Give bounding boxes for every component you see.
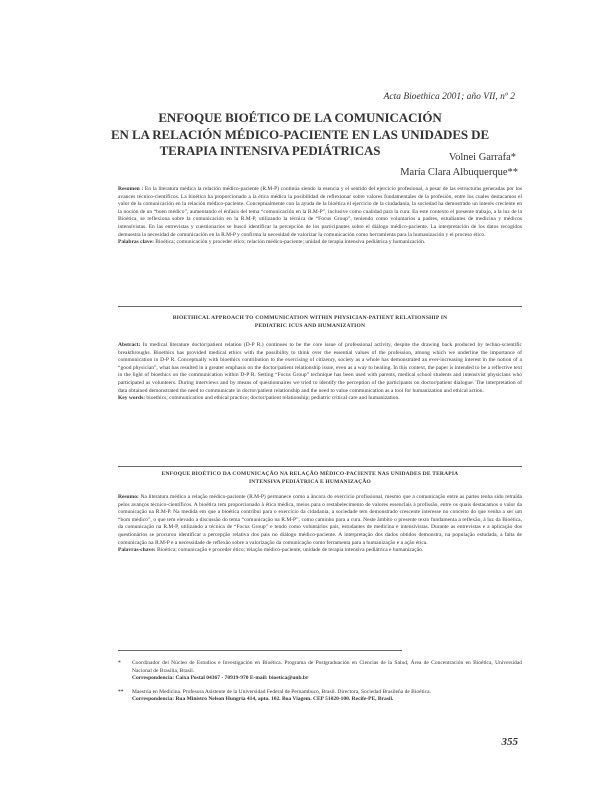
heading-line: PEDIATRIC ICUS AND HUMANIZATION bbox=[254, 323, 366, 330]
abstract-lead: Resumen : bbox=[118, 186, 144, 192]
author-list bbox=[400, 150, 518, 180]
footnote-mark: * bbox=[118, 660, 121, 666]
english-abstract bbox=[118, 342, 522, 403]
heading-line: INTENSIVA PEDIÁTRICA E HUMANIZAÇÃO bbox=[248, 479, 372, 486]
abstract-lead: Abstract: bbox=[118, 342, 141, 348]
author-name: Volnei Garrafa* bbox=[448, 152, 516, 163]
abstract-text: En la literatura médica la relación médico-paciente (R.M-P) continúa siendo la esencia y el sentido del ejercicio profesional, a pesar de las estructuras generadas por los avances técnico-científicos. La bioética ha proporcionado a la ética médica la posibilidad de reflexionar sobre valores fundamentales de la profesión, entre los cuales destacamos el valor de la comunicación en la relación médico-paciente. Conceptualmente con la ayuda de la bioética el ejercicio de la ciudadanía, la sociedad ha demostrado un interés creciente en la noción de un “buen médico”, aumentando el énfasis del tema “comunicación en la R.M-P”, inclusive como cualidad para la cura. En este contexto el presente trabajo, a la luz de la Bioética, se reflexiona sobre la comunicación en la R.M-P, utilizando la técnica de “Focus Group”, teniendo como voluntarios a padres, estudiantes de medicina y médicos intensivistas. En las entrevistas y cuestionarios se buscó identificar la percepción de los participantes sobre el diálogo médico-paciente. La interpretación de los datos recogidos demuestra la necesidad de comunicación en la R.M-P y confirma la necesidad de valorizar la comunicación como herramienta para la humanización y el proceso ético. bbox=[118, 186, 523, 238]
footnote-correspondence: Correspondencia: Caixa Postal 04367 - 70919-970 E-mail: bioetica@unb.br bbox=[132, 675, 309, 682]
abstract-lead: Resumo: bbox=[118, 494, 139, 500]
keywords-label: Palabras clave: bbox=[118, 239, 154, 246]
keywords-text: Bioética; comunicação e proceder ético; relação médico-paciente; unidade de terapia intensiva pediátrica e humanização. bbox=[156, 547, 424, 554]
portuguese-abstract bbox=[118, 494, 522, 555]
heading-line: BIOETHICAL APPROACH TO COMMUNICATION WITHIN PHYSICIAN-PATIENT RELATIONSHIP IN bbox=[172, 315, 448, 321]
footnote-mark: ** bbox=[118, 688, 124, 695]
spanish-abstract bbox=[118, 186, 522, 247]
abstract-text: Na literatura médica a relação médico-paciente (R.M-P) permanece como a âncora do exercício profissional, mesmo que a comunicação entre as partes tenha sido retraída pelos avanços técnico-científicos. A bioética tem proporcionado à ética médica, meios para o restabelecimento de valores essenciais à profissão, entre os quais destacamos o valor da comunicação na R.M-P. Na medida em que a bioética contribui para o exercício da cidadania, a sociedade tem demonstrado crescente interesse no conceito do que venha a ser um “bom médico”, o que tem elevado a discussão do tema “comunicação na R.M-P”, como caminho para a cura. Neste âmbito o presente texto fundamenta a reflexão, à luz da Bioética, da comunicação na R.M-P, utilizando a técnica de “Focus Group” e tendo como voluntários pais, estudantes de medicina e intensivistas. Durante as entrevistas e a aplicação dos questionários se procurou identificar a percepção relativa dos pais no diálogo médico-paciente. A interpretação dos dados obtidos demonstra, na população estudada, a falta de comunicação na R.M-P e a necessidade de reflexão sobre a valorização da comunicação como ferramenta para a humanização e a ação ética. bbox=[118, 494, 522, 546]
section-divider bbox=[118, 306, 522, 307]
keywords-text: bioethics; communication and ethical practice; doctor/patient relationship; pediatric critical care and humanization. bbox=[146, 395, 400, 402]
keywords-label: Palavras-chave: bbox=[118, 547, 156, 554]
footnote bbox=[118, 660, 522, 683]
page-number: 355 bbox=[501, 736, 518, 748]
footnote bbox=[118, 689, 522, 704]
running-head: Acta Bioethica 2001; año VII, nº 2 bbox=[383, 92, 515, 102]
portuguese-section-heading bbox=[140, 470, 480, 486]
footnotes bbox=[118, 660, 522, 710]
section-divider bbox=[118, 466, 522, 467]
footnote-correspondence: Correspondencia: Rua Ministro Nelson Hungria 414, apto. 102. Boa Viagem. CEP 51020-100. Recife-PE, Brasil. bbox=[132, 696, 394, 703]
title-line: TERAPIA INTENSIVA PEDIÁTRICAS bbox=[159, 143, 381, 158]
title-line: EN LA RELACIÓN MÉDICO-PACIENTE EN LAS UNIDADES DE bbox=[110, 126, 490, 142]
author-name: María Clara Albuquerque** bbox=[400, 167, 518, 178]
keywords-label: Key words: bbox=[118, 395, 146, 402]
abstract-text: In medical literature doctor/patient relation (D-P R.) continues to be the core issue of professional activity, despite the drawing back produced by techno-scientific breakthroughs. Bioethics has provided medical ethics with the possibility to think over the essential values of the profession, among which we underline the importance of communication in D-P R. Conceptually with bioethics contribution to the exercising of citizenry, society as a whole has demonstrated an ever-increasing interest in the notion of a “good physician”, what has resulted in a greater emphasis on the doctor/patient relationship issue, even as a way to healing. In this context, the paper is intended to be a reflective text in the light of bioethics on the communication within D-P R. Setting “Focus Group” technique has been used with parents, medical school students and intensivist physicians who participated as volunteers. During interviews and by means of questionnaires we tried to identify the perception of the participants on doctor/patient dialogue. The interpretation of data obtained demonstrated the need to communicate in doctor/patient relationship and the need to value communication as a tool for humanization and ethical action. bbox=[118, 342, 523, 394]
footnote-text: Maestría en Medicina. Profesora Asistente de la Universidad Federal de Pernambuco, Brasil. Directora, Sociedad Brasileña de Bioética. bbox=[132, 688, 431, 695]
footnote-rule bbox=[118, 650, 402, 651]
title-line: ENFOQUE BIOÉTICO DE LA COMUNICACIÓN bbox=[158, 110, 442, 125]
heading-line: ENFOQUE BIOÉTICO DA COMUNICAÇÃO NA RELAÇÃO MÉDICO-PACIENTE NAS UNIDADES DE TERAPIA bbox=[161, 471, 459, 477]
english-section-heading bbox=[140, 314, 480, 330]
footnote-text: Coordinador del Núcleo de Estudios e Investigación en Bioética. Programa de Postgraduación en Ciencias de la Salud, Área de Concentración en Bioética, Universidad Nacional de Brasilia, Brasil. bbox=[132, 660, 522, 674]
keywords-text: Bioética; comunicación y proceder ético; relación médico-paciente; unidad de terapia intensiva pediátrica y humanización. bbox=[155, 239, 426, 246]
